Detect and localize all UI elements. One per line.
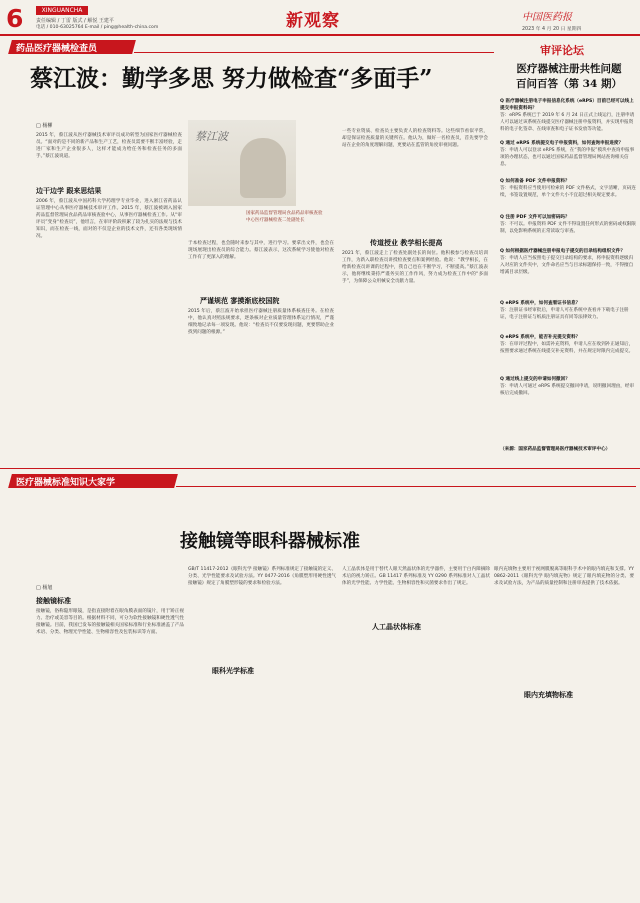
section-divider [0, 468, 640, 469]
article2-col-3: 人工晶状体是用于替代人眼天然晶状体的光学器件，主要用于白内障摘除术后的视力矫正。GB 11417 系列标准及 YY 0290 系列标准对人工晶状体的光学性能、力学性能、生物相容性和灭菌要求作出了规定。 [342, 567, 490, 587]
article-col-1b: 2006 年，蔡江波从中国药科大学药理学专业毕业，进入浙江省药品认证管理中心从事医疗器械技术审评工作。2015 年，蔡江波被调入国家药品监督管理局食品药品审核查验中心，从事医疗器械检查工作。从“审评员”变身“检查员”，他坦言，在审评阶段积累了较为扎实的法规与技术知识，而在检查一线，面对的不仅是企业的技术文件，还有各类现场情况。 [36, 199, 182, 240]
page-number: 6 [6, 4, 24, 33]
article-col-1: 2015 年，蔡江波从医疗器械技术审评员成功转型为国家医疗器械检查员。“面对的是不同的新产品和生产工艺，检查员需要不断丰富经验，走进厂家和生产企业很多人，这样才能成为给任务和检查任务的多面手。”蔡江波说道。 [36, 133, 182, 160]
qa-item: Q 注册 PDF 文件可以加密码吗？ 答：不可以。申报资料 PDF 文件不得设置任何形式的密码或权限限制，以免影响系统的正常读取与审查。 [500, 215, 636, 235]
photo-signature: 蔡江波 [195, 130, 228, 143]
article-headline-2: 接触镜等眼科器械标准 [180, 531, 360, 552]
article-headline: 蔡江波：勤学多思 努力做检查“多面手” [30, 65, 433, 92]
article-subhead-2: 严谨规范 寥摸渐底校国院 [200, 297, 280, 305]
qa-item: Q 如何准备 PDF 文件申报资料？ 答：申报资料应当使用可检索的 PDF 文件格式，文字清晰，页码连续，书签设置规范，单个文件大小不宜超过相关规定要求。 [500, 179, 636, 199]
section-title: 药品医疗器械检查员 [16, 44, 98, 54]
section-label: XINGUANCHA [36, 6, 88, 15]
sidebar-title: 审评论坛 [540, 44, 584, 57]
article-col-2: 于本检查过程，也会随时来参与其中，进行学习。要拿出文件，也会在现场展现出检查员的综合能力。蔡江波表示，这次系统学习使他对检查工作有了更深入的理解。 [188, 241, 334, 261]
article2-col-4: 眼内充填物主要用于视网膜脱离等眼科手术中的眼内填充和支撑。YY 0862-2011《眼科光学 眼内填充物》规定了眼内填充物的分类、要求及试验方法，为产品的质量控制和注册审查提供了技术依据。 [494, 567, 634, 587]
subhead-iol: 人工晶状体标准 [372, 623, 421, 631]
section-rule-2 [176, 486, 636, 487]
subhead-optics: 眼科光学标准 [212, 667, 254, 675]
section-title-2: 医疗器械标准知识大家学 [16, 478, 116, 488]
article-col-3: 一些专业资质、检查员主要负责人的检查资料等。这些细节看似平常，却是保证检查质量的关键所在。他认为，做好一名检查员，首先要学会站在企业的角度理解问题，更要站在监管的角度审视问题。 [342, 129, 488, 149]
masthead-title: 新观察 [286, 11, 340, 31]
qa-item: Q 通过线上提交的申请如何撤回？ 答：申请人可通过 eRPS 系统提交撤回申请，说明撤回理由，经审核后完成撤回。 [500, 377, 635, 397]
qa-item: Q eRPS 系统中，能否补充提交资料？ 答：在审评过程中，如需补充资料，申请人应在收到补正通知后，按照要求通过系统在线提交补充资料，并在规定时限内完成提交。 [500, 335, 634, 355]
issue-date: 2023 年 4 月 20 日 星期四 [522, 27, 582, 32]
header-divider [0, 34, 640, 36]
qa-item: Q 通过 eRPS 系统提交电子申报资料，如何查询申报进度？ 答：申请人可以登录 eRPS 系统，在“我的申报”模块中查询申报事项的办理状态，也可以通过国家药品监督管理局网站查询相关信息。 [500, 141, 635, 168]
editors-line: 责任编辑 / 丁雷 版式 / 解悦 王建平 [36, 18, 114, 24]
article-byline: □ 杨柳 [36, 123, 53, 129]
article-byline-2: □ 杨旭 [36, 585, 53, 591]
portrait-figure [240, 138, 286, 198]
article-col-2b: 2015 年后，蔡江波开始承担医疗器械注册质量体系核查任务。在检查中，他认真对照法规要求，逐条核对企业质量管理体系运行情况，严谨细致地记录每一项发现。他说：“检查员不仅要发现问题，更要帮助企业找到问题的根源。” [188, 309, 334, 336]
subhead-fillers: 眼内充填物标准 [524, 691, 573, 699]
section-rule [134, 52, 494, 53]
article-col-3b: 2021 年，蔡江波走上了检查处副处长的岗位。他积极参与检查员培训工作，为新入职检查员讲授检查要点和案例经验。他说：“教学相长，在给新检查员讲课的过程中，我自己也在不断学习，不断提高。”蔡江波表示，他将继续秉持严谨务实的工作作风，努力成为检查工作中的“多面手”，为保障公众用械安全贡献力量。 [342, 251, 488, 285]
qa-item: Q 医疗器械注册电子申报信息化系统（eRPS）目前已经可以线上提交申报资料吗？ 答：eRPS 系统已于 2019 年 6 月 24 日正式上线运行，注册申请人可以通过该系统在线提交医疗器械注册申报资料，并实现申报资料的电子化签章、在线审查和电子证书发放等功能。 [500, 99, 635, 133]
article2-col-1: 接触镜，俗称隐形眼镜，是指直接附着在眼角膜表面的镜片，用于矫正视力、治疗或美容等目的。根据材料不同，可分为软性接触镜和硬性透气性接触镜。目前，我国已发布的接触镜相关国家标准和行业标准涵盖了产品术语、分类、物理光学性能、生物相容性及包装标识等方面。 [36, 609, 184, 636]
article-subhead-3: 传道授业 教学相长提高 [370, 239, 443, 247]
photo-caption: 国家药品监督管理局食品药品审核查验中心医疗器械检查二处副处长 [246, 211, 323, 223]
subhead-contact-lens: 接触镜标准 [36, 597, 71, 605]
qa-item: Q 如何根据医疗器械注册申报电子提交的目录结构组织文件？ 答：申请人应当按照电子提交目录结构的要求，将申报资料逐级归入对应的文件夹中，文件命名应当与目录标题保持一致，不得擅自增减目录层级。 [500, 249, 634, 276]
sidebar-source: （来源：国家药品监督管理局医疗器械技术审评中心） [500, 447, 611, 452]
sidebar-headline: 医疗器械注册共性问题 [516, 63, 622, 75]
newspaper-logo: 中国医药报 [522, 12, 572, 23]
sidebar-subheadline: 百问百答（第 34 期） [516, 78, 622, 90]
qa-item: Q eRPS 系统中，如何查看证书信息？ 答：注册证书经审批后，申请人可在系统中查看并下载电子注册证，电子注册证与纸质注册证具有同等法律效力。 [500, 301, 629, 321]
article2-col-2: GB/T 11417-2012《眼科光学 接触镜》系列标准规定了接触镜的定义、分类、光学性能要求及试验方法。YY 0477-2016《角膜塑形用硬性透气接触镜》规定了角膜塑形镜的要求和检验方法。 [188, 567, 336, 587]
contact-line: 电话 / 010-63025764 E-mail / ping@health-china.com [36, 25, 159, 30]
page-header [0, 0, 640, 34]
article-subhead-1: 边干边学 跟来思结果 [36, 187, 102, 195]
